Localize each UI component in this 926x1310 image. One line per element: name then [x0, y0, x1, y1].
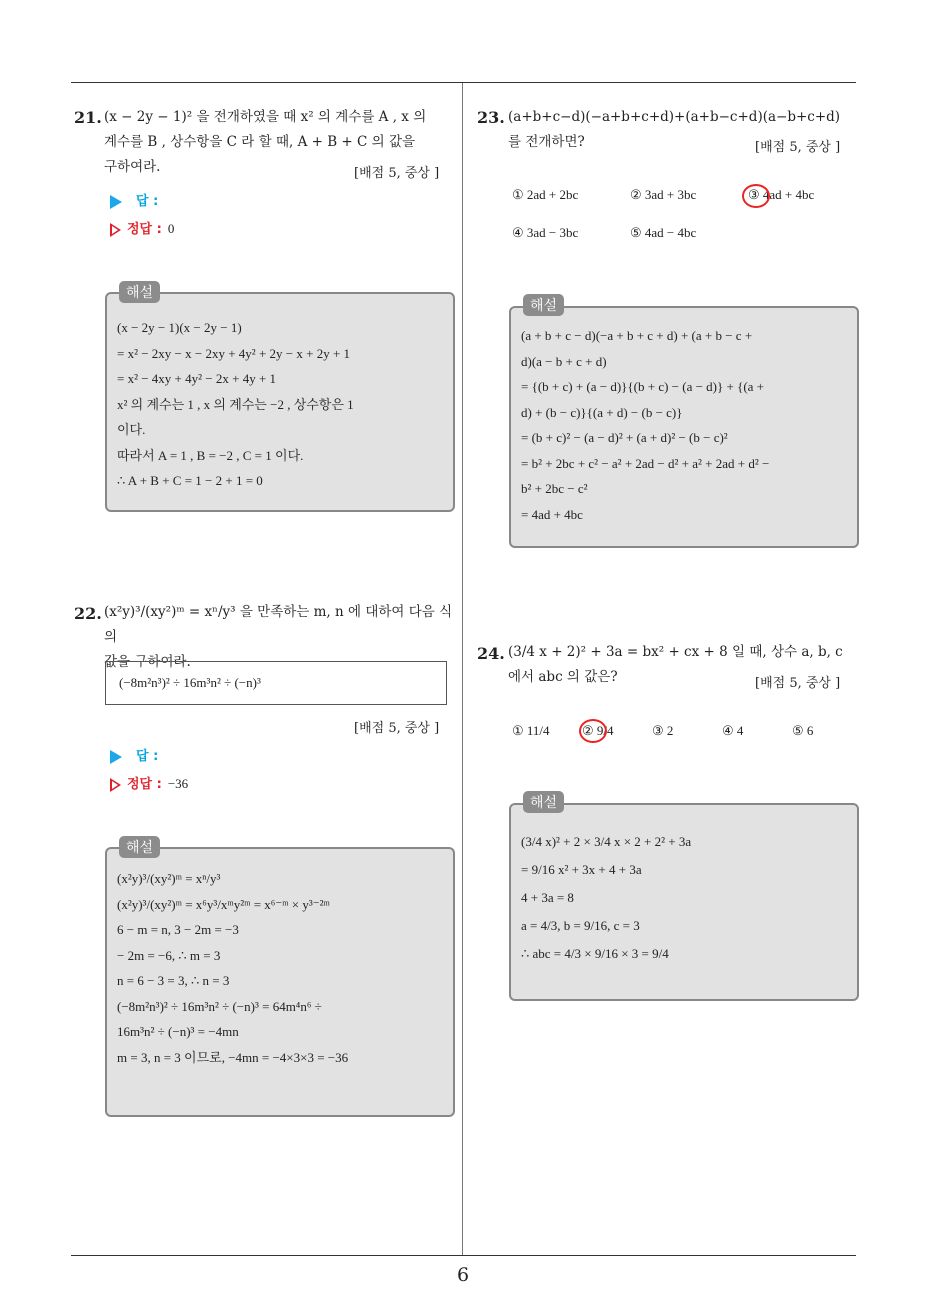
correct-answer-row [110, 218, 174, 237]
choice-1[interactable]: ① 11/4 [512, 723, 550, 738]
selected-answer-mark [579, 719, 607, 743]
question-line: 에서 abc 의 값은? [508, 669, 618, 685]
explanation-line: = x² − 2xy − x − 2xy + 4y² + 2y − x + 2y + 1 [117, 345, 351, 361]
explanation-line: = 4ad + 4bc [521, 506, 583, 522]
selected-answer-mark [742, 184, 770, 208]
play-icon [110, 195, 122, 209]
bottom-rule [71, 1255, 856, 1256]
page-number: 6 [456, 1264, 470, 1286]
explanation-line: d)(a − b + c + d) [521, 353, 607, 369]
explanation-text [117, 315, 354, 494]
explanation-line: = 9/16 x² + 3x + 4 + 3a [521, 862, 642, 877]
explanation-line: 16m³n² ÷ (−n)³ = −4mn [117, 1024, 239, 1039]
explanation-line: − 2m = −6, ∴ m = 3 [117, 947, 221, 963]
explanation-text [521, 323, 769, 527]
choice-2[interactable]: ② 3ad + 3bc [630, 187, 697, 202]
answer-label: 답 : [136, 194, 159, 209]
score-meta: [배점 5, 중상 ] [755, 676, 841, 691]
explanation-label: 해설 [523, 791, 564, 813]
choice-5[interactable]: ⑤ 6 [792, 723, 814, 738]
choice-3[interactable]: ③ 2 [652, 723, 674, 738]
explanation-label: 해설 [119, 836, 160, 858]
question-line: 구하여라. [104, 159, 161, 175]
choice-5[interactable]: ⑤ 4ad − 4bc [630, 225, 697, 240]
explanation-line: x² 의 계수는 1 , x 의 계수는 −2 , 상수항은 1 [117, 396, 354, 412]
question-number: 24. [477, 644, 505, 663]
column-divider [462, 83, 463, 1255]
choice-3[interactable]: ③ 4ad + 4bc [748, 187, 815, 202]
question-number: 22. [74, 604, 102, 623]
question-number: 21. [74, 108, 102, 127]
explanation-line: (−8m²n³)² ÷ 16m³n² ÷ (−n)³ = 64m⁴n⁶ ÷ [117, 998, 322, 1014]
question-line: (x²y)³/(xy²)ᵐ = xⁿ/y³ 을 만족하는 m, n 에 대하여 다음 식의 [104, 604, 453, 645]
expression: (−8m²n³)² ÷ 16m³n² ÷ (−n)³ [119, 675, 261, 690]
explanation-text [521, 828, 691, 968]
choice-4[interactable]: ④ 3ad − 3bc [512, 225, 579, 240]
play-icon [110, 750, 122, 764]
explanation-line: d) + (b − c)}{(a + d) − (b − c)} [521, 404, 683, 420]
answer-row [110, 745, 158, 764]
question-line: (a+b+c−d)(−a+b+c+d)+(a+b−c+d)(a−b+c+d) [508, 109, 841, 125]
correct-answer-row [110, 773, 188, 792]
correct-value: 0 [167, 221, 175, 236]
question-line: 계수를 B , 상수항을 C 라 할 때, A + B + C 의 값을 [104, 134, 416, 150]
outline-triangle-icon [110, 778, 121, 792]
choice-1[interactable]: ① 2ad + 2bc [512, 187, 579, 202]
correct-label: 정답 : [127, 222, 162, 237]
question-line: (x − 2y − 1)² 을 전개하였을 때 x² 의 계수를 A , x 의 [104, 109, 427, 125]
score-meta: [배점 5, 중상 ] [354, 721, 440, 736]
question-number: 23. [477, 108, 505, 127]
explanation-line: (a + b + c − d)(−a + b + c + d) + (a + b − c + [521, 328, 753, 343]
explanation-line: (3/4 x)² + 2 × 3/4 x × 2 + 2² + 3a [521, 834, 692, 849]
explanation-line: m = 3, n = 3 이므로, −4mn = −4×3×3 = −36 [117, 1049, 349, 1065]
expression-box [105, 661, 447, 705]
score-meta: [배점 5, 중상 ] [354, 166, 440, 181]
correct-value: −36 [167, 776, 189, 791]
explanation-line: (x²y)³/(xy²)ᵐ = xⁿ/y³ [117, 871, 221, 886]
outline-triangle-icon [110, 223, 121, 237]
top-rule [71, 82, 856, 83]
explanation-line: 4 + 3a = 8 [521, 890, 574, 905]
question-line: (3/4 x + 2)² + 3a = bx² + cx + 8 일 때, 상수 a, b, c [508, 644, 843, 660]
choice-2[interactable]: ② 9/4 [582, 723, 614, 738]
question-line: 값을 구하여라. [104, 654, 191, 670]
explanation-line: 따라서 A = 1 , B = −2 , C = 1 이다. [117, 447, 304, 463]
explanation-line: (x − 2y − 1)(x − 2y − 1) [117, 320, 242, 335]
choice-4[interactable]: ④ 4 [722, 723, 744, 738]
explanation-line: = b² + 2bc + c² − a² + 2ad − d² + a² + 2ad + d² − [521, 455, 770, 471]
score-meta: [배점 5, 중상 ] [755, 140, 841, 155]
explanation-line: = (b + c)² − (a − d)² + (a + d)² − (b − c)² [521, 430, 728, 445]
answer-label: 답 : [136, 749, 159, 764]
question-line: 를 전개하면? [508, 134, 585, 150]
explanation-line: = x² − 4xy + 4y² − 2x + 4y + 1 [117, 371, 277, 386]
explanation-line: 이다. [117, 422, 146, 437]
explanation-line: b² + 2bc − c² [521, 481, 588, 496]
explanation-line: n = 6 − 3 = 3, ∴ n = 3 [117, 973, 230, 988]
explanation-label: 해설 [523, 294, 564, 316]
explanation-line: ∴ A + B + C = 1 − 2 + 1 = 0 [117, 473, 263, 488]
explanation-label: 해설 [119, 281, 160, 303]
explanation-line: (x²y)³/(xy²)ᵐ = x⁶y³/xᵐy²ᵐ = x⁶⁻ᵐ × y³⁻²ᵐ [117, 896, 330, 912]
explanation-line: ∴ abc = 4/3 × 9/16 × 3 = 9/4 [521, 946, 669, 961]
explanation-line: = {(b + c) + (a − d)}{(b + c) − (a − d)} + {(a + [521, 379, 764, 394]
correct-label: 정답 : [127, 777, 162, 792]
explanation-line: a = 4/3, b = 9/16, c = 3 [521, 918, 640, 933]
answer-row [110, 190, 158, 209]
explanation-text [117, 866, 348, 1070]
explanation-line: 6 − m = n, 3 − 2m = −3 [117, 922, 239, 937]
